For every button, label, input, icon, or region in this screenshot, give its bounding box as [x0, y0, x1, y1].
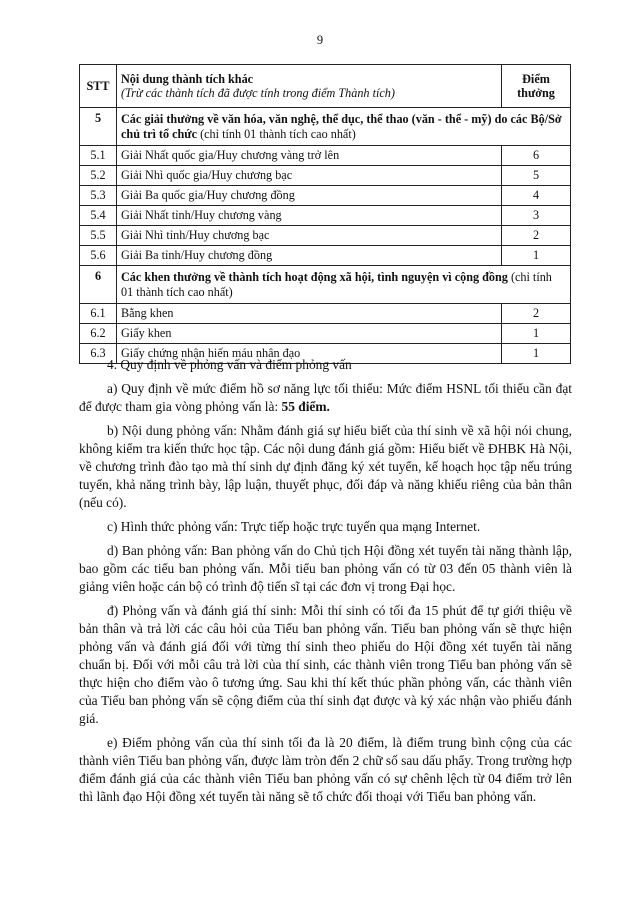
section-heading: 4. Quy định về phỏng vấn và điểm phỏng vấn	[107, 357, 352, 372]
row-score: 1	[502, 246, 571, 266]
paragraph-dd: đ) Phỏng vấn và đánh giá thí sinh: Mỗi thí sinh có tối đa 15 phút để tự giới thiệu về bản thân và trả lời các câu hỏi của Tiểu ban phỏng vấn. Tiểu ban phỏng vấn sẽ thực hiện phỏng vấn và đánh giá đối với từng thí sinh theo phiếu do Hội đồng xét tuyển tài năng chuẩn bị. Đối với mỗi câu trả lời của thí sinh, các thành viên trong Tiểu ban phỏng vấn sẽ thực hiện cho điểm vào ô tương ứng. Sau khi thí kết thúc phần phỏng vấn, các thành viên của Tiểu ban phỏng vấn sẽ cộng điểm của thí sinh đạt được và ký xác nhận vào phiếu đánh giá.	[79, 603, 572, 726]
row-number: 6.3	[80, 344, 117, 364]
row-number: 5.4	[80, 206, 117, 226]
group-title-bold: Các giải thưởng về văn hóa, văn nghệ, thể dục, thể thao (văn - thể - mỹ) do các Bộ/Sở chủ trì tổ chức	[121, 112, 562, 141]
paragraph-d: d) Ban phỏng vấn: Ban phỏng vấn do Chủ tịch Hội đồng xét tuyển tài năng thành lập, bao gồm các tiểu ban phỏng vấn. Mỗi tiểu ban phỏng vấn có từ 03 đến 05 thành viên là giảng viên hoặc cán bộ có trình độ tiến sĩ tại các đơn vị trong Đại học.	[79, 543, 572, 594]
table-row	[80, 246, 571, 266]
row-score: 6	[502, 146, 571, 166]
row-number: 5.3	[80, 186, 117, 206]
row-score: 4	[502, 186, 571, 206]
row-text: Giải Nhất tỉnh/Huy chương vàng	[117, 206, 502, 226]
table-row	[80, 324, 571, 344]
row-text: Giải Nhì tỉnh/Huy chương bạc	[117, 226, 502, 246]
row-text: Giấy chứng nhận hiến máu nhân đạo	[117, 344, 502, 364]
group-title	[117, 266, 571, 304]
page-number: 9	[316, 33, 324, 47]
group-title-note: (chỉ tính 01 thành tích cao nhất)	[197, 126, 356, 141]
paragraph-e: e) Điểm phỏng vấn của thí sinh tối đa là 20 điểm, là điểm trung bình cộng của các thành viên Tiểu ban phỏng vấn, được làm tròn đến 2 chữ số sau dấu phẩy. Trong trường hợp điểm đánh giá của các thành viên Tiểu ban phỏng vấn có sự chênh lệch từ 04 điểm trở lên thì lãnh đạo Hội đồng xét tuyển tài năng sẽ tổ chức đối thoại với Tiểu ban phỏng vấn.	[79, 735, 572, 804]
row-number: 5.5	[80, 226, 117, 246]
header-content	[117, 65, 502, 108]
row-text: Giải Ba tỉnh/Huy chương đồng	[117, 246, 502, 266]
header-content-note: (Trừ các thành tích đã được tính trong điểm Thành tích)	[121, 86, 395, 100]
row-score: 5	[502, 166, 571, 186]
row-number: 5.6	[80, 246, 117, 266]
awards-table	[79, 64, 571, 364]
row-text: Bằng khen	[117, 304, 502, 324]
table-row	[80, 166, 571, 186]
row-score: 3	[502, 206, 571, 226]
paragraph-a	[79, 380, 572, 416]
header-score: Điểm thưởng	[502, 65, 571, 108]
table-row	[80, 186, 571, 206]
row-score: 2	[502, 226, 571, 246]
row-number: 6.2	[80, 324, 117, 344]
header-content-title: Nội dung thành tích khác	[121, 71, 254, 86]
row-score: 1	[502, 324, 571, 344]
group-title-bold: Các khen thưởng về thành tích hoạt động xã hội, tình nguyện vì cộng đồng	[121, 270, 508, 284]
group-row	[80, 108, 571, 146]
group-number: 6	[80, 266, 117, 304]
row-score: 2	[502, 304, 571, 324]
row-text: Giải Ba quốc gia/Huy chương đồng	[117, 186, 502, 206]
table-row	[80, 146, 571, 166]
table-row	[80, 206, 571, 226]
row-number: 6.1	[80, 304, 117, 324]
row-text: Giải Nhì quốc gia/Huy chương bạc	[117, 166, 502, 186]
row-text: Giải Nhất quốc gia/Huy chương vàng trở lên	[117, 146, 502, 166]
table-row	[80, 226, 571, 246]
paragraph-b: b) Nội dung phỏng vấn: Nhằm đánh giá sự hiểu biết của thí sinh về xã hội nói chung, không kiểm tra kiến thức học tập. Các nội dung đánh giá gồm: Hiểu biết về ĐHBK Hà Nội, về chương trình đào tạo mà thí sinh dự định đăng ký xét tuyển, kế hoạch học tập nếu trúng tuyển, khả năng trình bày, lập luận, thuyết phục, đối đáp và năng khiếu riêng của bản thân (nếu có).	[79, 423, 572, 510]
paragraph-c: c) Hình thức phỏng vấn: Trực tiếp hoặc trực tuyến qua mạng Internet.	[107, 519, 481, 534]
row-number: 5.2	[80, 166, 117, 186]
section-body	[79, 356, 572, 812]
row-number: 5.1	[80, 146, 117, 166]
group-title	[117, 108, 571, 146]
row-score: 1	[502, 344, 571, 364]
paragraph-a-text: a) Quy định về mức điểm hồ sơ năng lực tối thiểu: Mức điểm HSNL tối thiểu cần đạt để được tham gia vòng phỏng vấn là:	[79, 381, 572, 414]
group-row	[80, 266, 571, 304]
group-title-note: (chỉ tính 01 thành tích cao nhất)	[121, 270, 552, 299]
group-number: 5	[80, 108, 117, 146]
table-header-row	[80, 65, 571, 108]
paragraph-a-bold: 55 điểm.	[281, 399, 330, 414]
row-text: Giấy khen	[117, 324, 502, 344]
table-row	[80, 304, 571, 324]
header-stt: STT	[80, 65, 117, 108]
